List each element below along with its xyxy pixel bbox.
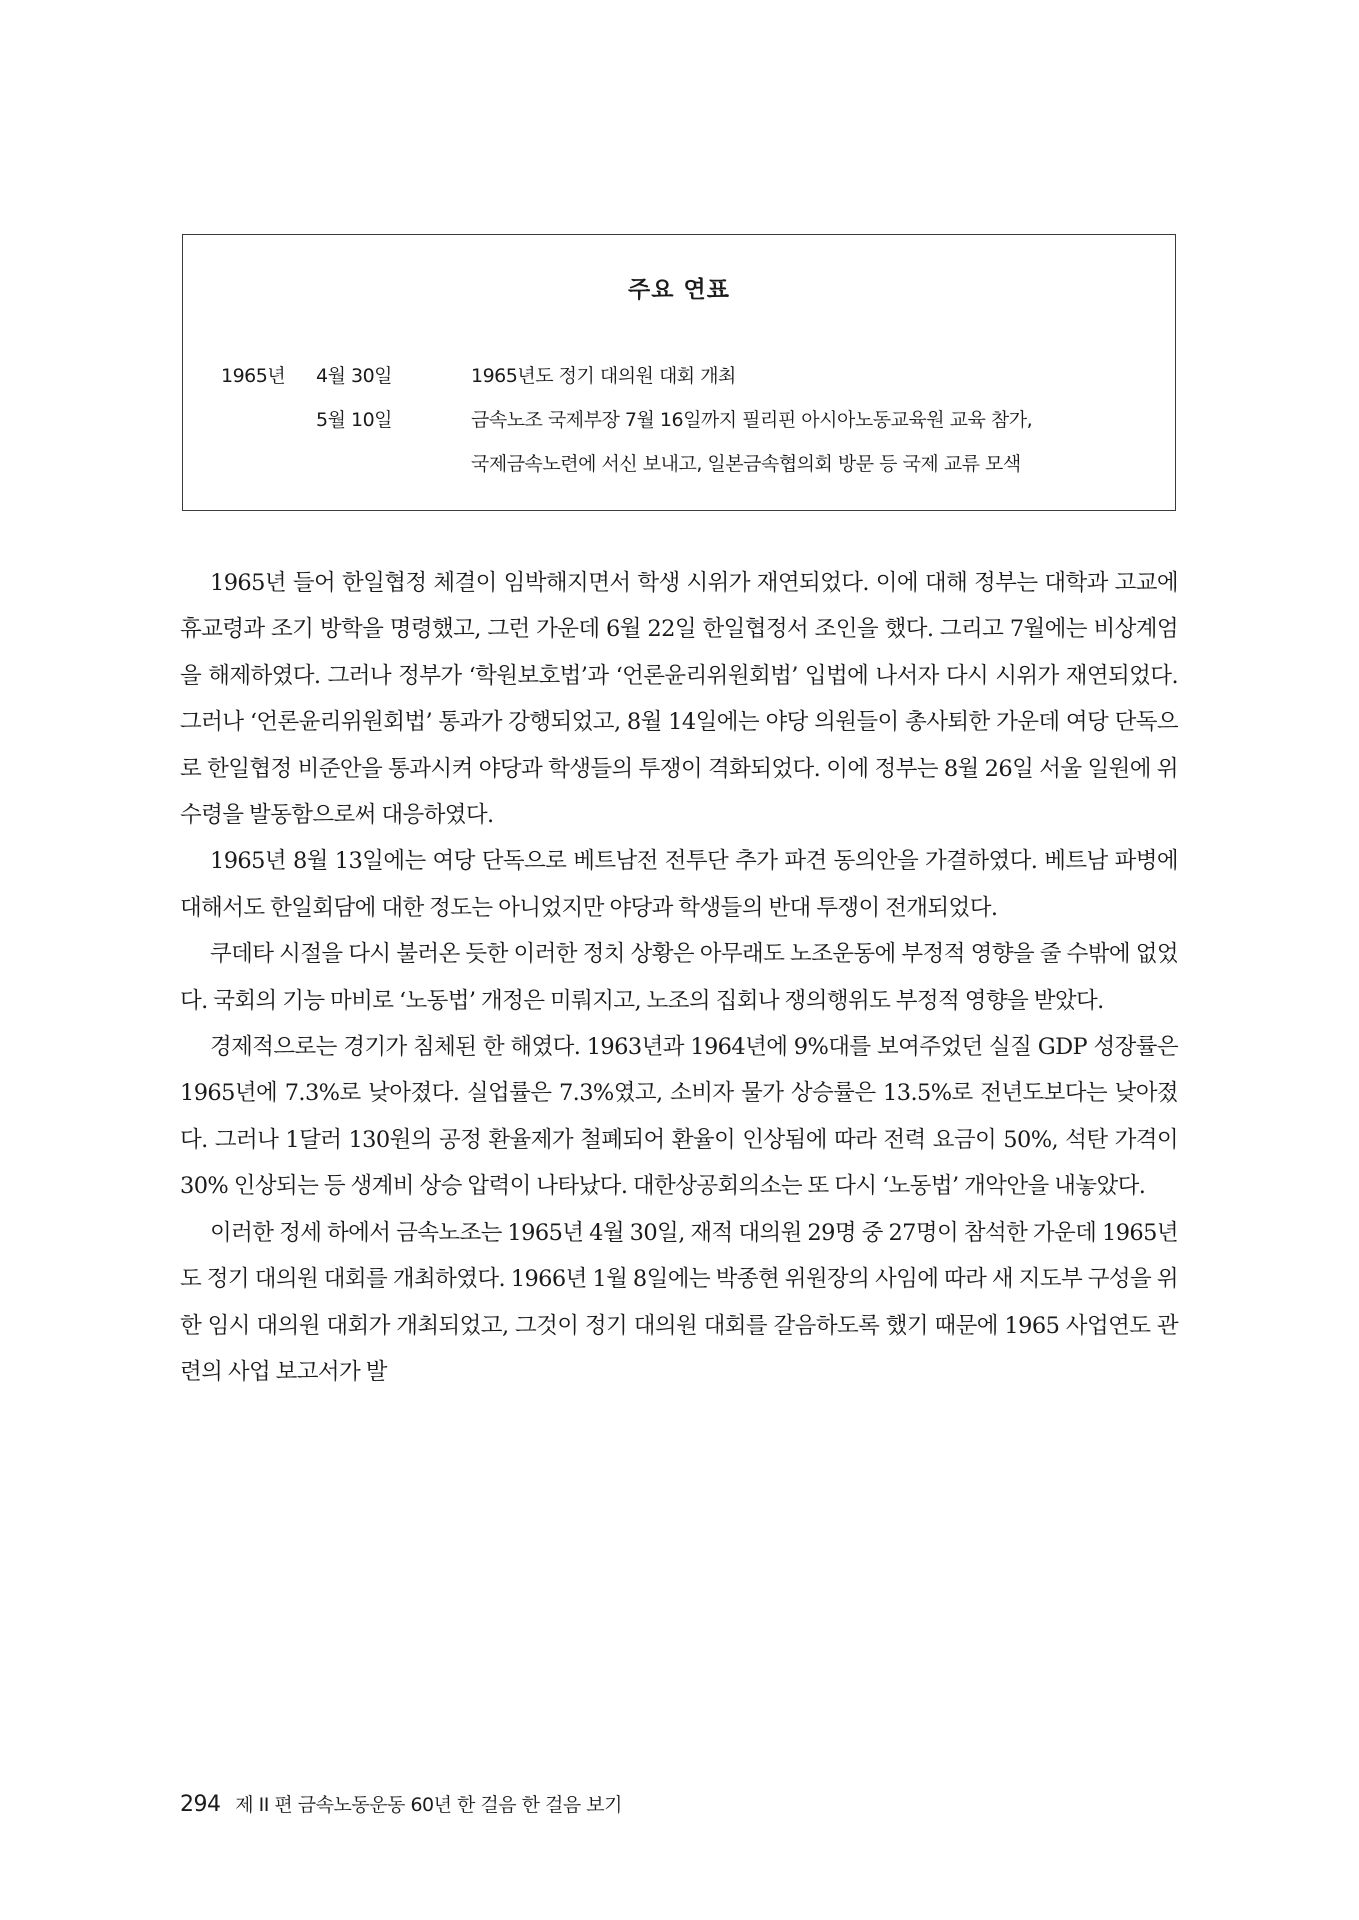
timeline-event: 1965년도 정기 대의원 대회 개최 (471, 365, 736, 387)
running-title: 제 II 편 금속노동운동 60년 한 걸음 한 걸음 보기 (235, 1794, 623, 1816)
timeline-date: 4월 30일 (316, 365, 393, 387)
timeline-row (183, 449, 1175, 479)
body-text (180, 560, 1178, 1395)
paragraph: 1965년 들어 한일협정 체결이 임박해지면서 학생 시위가 재연되었다. 이에 대해 정부는 대학과 고교에 휴교령과 조기 방학을 명령했고, 그런 가운데 6월 22일 한일협정서 조인을 했다. 그리고 7월에는 비상계엄을 해제하였다. 그러나 정부가 ‘학원보호법’과 ‘언론윤리위원회법’ 입법에 나서자 다시 시위가 재연되었다. 그러나 ‘언론윤리위원회법’ 통과가 강행되었고, 8월 14일에는 야당 의원들이 총사퇴한 가운데 여당 단독으로 한일협정 비준안을 통과시켜 야당과 학생들의 투쟁이 격화되었다. 이에 정부는 8월 26일 서울 일원에 위수령을 발동함으로써 대응하였다. (180, 570, 1178, 829)
paragraph: 쿠데타 시절을 다시 불러온 듯한 이러한 정치 상황은 아무래도 노조운동에 부정적 영향을 줄 수밖에 없었다. 국회의 기능 마비로 ‘노동법’ 개정은 미뤄지고, 노조의 집회나 쟁의행위도 부정적 영향을 받았다. (180, 941, 1178, 1014)
page-number: 294 (180, 1792, 221, 1817)
timeline-row (183, 361, 1175, 391)
timeline-event: 국제금속노련에 서신 보내고, 일본금속협의회 방문 등 국제 교류 모색 (471, 453, 1021, 475)
timeline-title: 주요 연표 (628, 277, 730, 303)
timeline-date: 5월 10일 (316, 409, 393, 431)
timeline-row (183, 405, 1175, 435)
timeline-event: 금속노조 국제부장 7월 16일까지 필리핀 아시아노동교육원 교육 참가, (471, 409, 1033, 431)
timeline-year: 1965년 (221, 365, 286, 387)
paragraph: 경제적으로는 경기가 침체된 한 해였다. 1963년과 1964년에 9%대를 보여주었던 실질 GDP 성장률은 1965년에 7.3%로 낮아졌다. 실업률은 7.3%였고, 소비자 물가 상승률은 13.5%로 전년도보다는 낮아졌다. 그러나 1달러 130원의 공정 환율제가 철폐되어 환율이 인상됨에 따라 전력 요금이 50%, 석탄 가격이 30% 인상되는 등 생계비 상승 압력이 나타났다. 대한상공회의소는 또 다시 ‘노동법’ 개악안을 내놓았다. (180, 1034, 1178, 1200)
paragraph: 이러한 정세 하에서 금속노조는 1965년 4월 30일, 재적 대의원 29명 중 27명이 참석한 가운데 1965년도 정기 대의원 대회를 개최하였다. 1966년 1월 8일에는 박종현 위원장의 사임에 따라 새 지도부 구성을 위한 임시 대의원 대회가 개최되었고, 그것이 정기 대의원 대회를 갈음하도록 했기 때문에 1965 사업연도 관련의 사업 보고서가 발 (180, 1219, 1178, 1385)
page-footer (180, 1790, 622, 1817)
timeline-box (182, 234, 1176, 511)
paragraph: 1965년 8월 13일에는 여당 단독으로 베트남전 전투단 추가 파견 동의안을 가결하였다. 베트남 파병에 대해서도 한일회담에 대한 정도는 아니었지만 야당과 학생들의 반대 투쟁이 전개되었다. (180, 848, 1178, 921)
